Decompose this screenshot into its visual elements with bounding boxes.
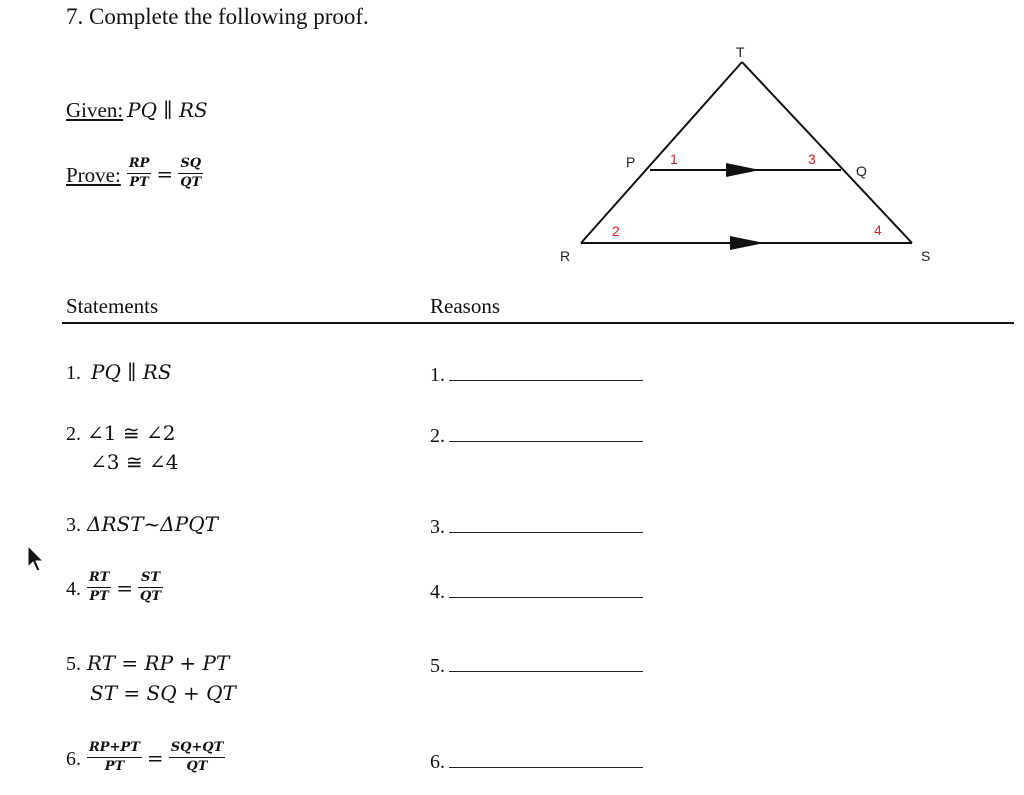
equals-sign: =	[116, 575, 134, 600]
parallel-arrow-pq	[726, 163, 760, 177]
fraction-denominator: PT	[89, 589, 109, 604]
fraction-numerator: SQ+QT	[169, 740, 226, 758]
statement-row-2-line-2	[90, 450, 178, 474]
mouse-cursor-icon	[26, 545, 46, 575]
reason-blank-1[interactable]	[449, 362, 643, 381]
statement-row-5	[66, 651, 229, 676]
equals-sign: =	[146, 745, 164, 770]
statement-number: 2.	[66, 423, 81, 445]
vertex-label-t: T	[736, 44, 745, 60]
reason-row-5	[430, 653, 643, 678]
fraction-denominator: PT	[104, 759, 125, 774]
equals-sign: =	[156, 161, 174, 186]
given-line	[66, 98, 208, 123]
angle-label-4: 4	[874, 222, 882, 238]
parallel-arrow-rs	[730, 236, 764, 250]
reasons-header: Reasons	[430, 294, 500, 318]
statement-row-6	[66, 740, 227, 775]
fraction-denominator: QT	[186, 759, 208, 774]
reason-blank-3[interactable]	[449, 514, 643, 533]
reason-number: 1.	[430, 364, 445, 386]
statement-number: 1.	[66, 362, 81, 384]
statement-number: 6.	[66, 747, 81, 770]
fraction-numerator: RP+PT	[87, 740, 142, 758]
statement-text: ST = SQ + QT	[90, 681, 236, 705]
statement-text: ∠1 ≅ ∠2	[87, 421, 176, 445]
side-rt	[581, 62, 742, 243]
reason-blank-2[interactable]	[449, 423, 643, 442]
statement-row-2	[66, 421, 175, 446]
reason-blank-6[interactable]	[449, 749, 643, 768]
reason-row-6	[430, 749, 643, 774]
problem-title: 7. Complete the following proof.	[66, 4, 369, 29]
vertex-label-s: S	[921, 248, 931, 264]
prove-fraction-left	[127, 156, 152, 191]
reason-row-1	[430, 362, 643, 387]
angle-label-1: 1	[670, 151, 678, 167]
fraction-numerator: RP	[127, 156, 152, 174]
triangle-diagram	[540, 38, 960, 270]
statement-text: ΔRST~ΔPQT	[87, 512, 218, 536]
statement-row-1	[66, 360, 172, 385]
given-label: Given:	[66, 98, 124, 122]
vertex-label-p: P	[626, 154, 636, 170]
statement-row-4	[66, 570, 165, 605]
fraction-numerator: SQ	[178, 156, 203, 174]
statement-number: 3.	[66, 514, 81, 536]
prove-fraction-right	[178, 156, 203, 191]
statement-number: 5.	[66, 653, 81, 675]
fraction-numerator: RT	[87, 570, 111, 588]
statements-header: Statements	[66, 294, 159, 318]
statement-row-3	[66, 512, 218, 537]
reason-number: 3.	[430, 516, 445, 538]
angle-label-3: 3	[808, 151, 816, 167]
statement-row-5-line-2	[90, 681, 236, 705]
reason-number: 6.	[430, 751, 445, 773]
fraction-numerator: ST	[138, 570, 163, 588]
reason-row-3	[430, 514, 643, 539]
statement-fraction-left	[87, 740, 142, 775]
given-statement: PQ ∥ RS	[127, 98, 208, 122]
reason-number: 4.	[430, 581, 445, 603]
prove-line	[66, 156, 205, 191]
statement-fraction-right	[169, 740, 226, 775]
angle-label-2: 2	[612, 223, 620, 239]
statement-text: RT = RP + PT	[87, 651, 230, 675]
reason-blank-5[interactable]	[449, 653, 643, 672]
statement-text: ∠3 ≅ ∠4	[90, 450, 179, 474]
reason-number: 2.	[430, 425, 445, 447]
reason-number: 5.	[430, 655, 445, 677]
side-ts	[742, 62, 912, 243]
fraction-denominator: QT	[140, 589, 162, 604]
reason-row-4	[430, 579, 643, 604]
statement-number: 4.	[66, 577, 81, 600]
statement-fraction-right	[138, 570, 163, 605]
fraction-denominator: QT	[180, 175, 202, 190]
vertex-label-q: Q	[856, 163, 867, 179]
statement-fraction-left	[87, 570, 111, 605]
vertex-label-r: R	[560, 248, 571, 264]
header-divider	[62, 322, 1014, 324]
prove-label: Prove:	[66, 162, 121, 187]
reason-row-2	[430, 423, 643, 448]
reason-blank-4[interactable]	[449, 579, 643, 598]
fraction-denominator: PT	[129, 175, 149, 190]
statement-text: PQ ∥ RS	[91, 360, 172, 384]
